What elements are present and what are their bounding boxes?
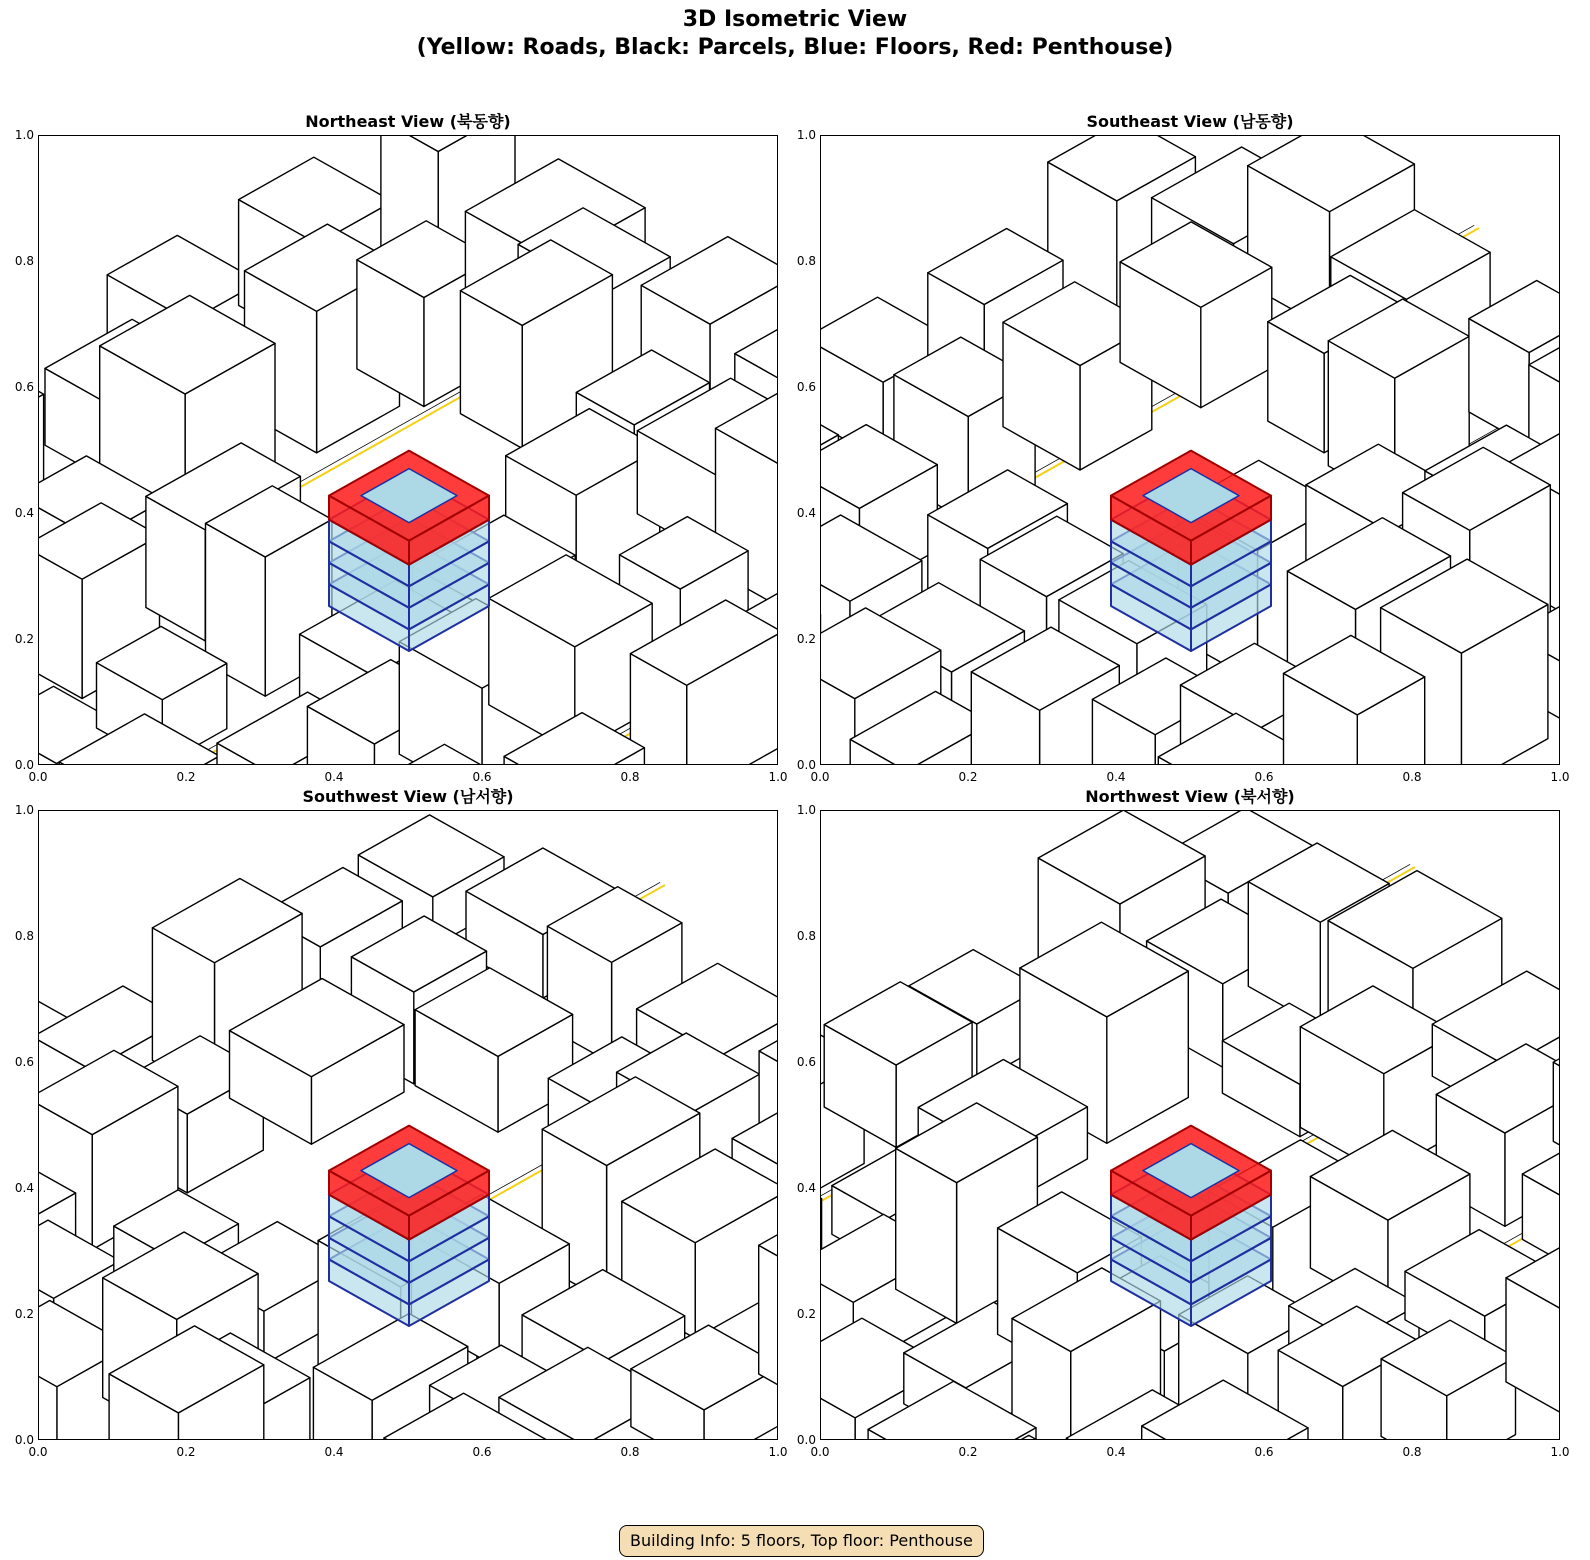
scene-northwest	[821, 811, 1560, 1440]
y-tick-label: 0.4	[14, 1181, 34, 1195]
y-tick-label: 0.4	[796, 1181, 816, 1195]
panel-title-southwest: Southwest View (남서향)	[302, 787, 514, 806]
y-tick-label: 0.0	[14, 1433, 34, 1447]
x-tick-label: 1.0	[1550, 770, 1570, 784]
x-tick-label: 0.4	[324, 770, 344, 784]
y-tick-label: 0.0	[14, 758, 34, 772]
x-tick-label: 0.8	[1402, 770, 1422, 784]
y-tick-label: 0.6	[14, 380, 34, 394]
scene-southeast	[821, 136, 1560, 765]
x-tick-label: 0.6	[1254, 1445, 1274, 1459]
y-tick-label: 1.0	[796, 128, 816, 142]
x-tick-label: 0.8	[1402, 1445, 1422, 1459]
x-tick-label: 0.8	[620, 1445, 640, 1459]
y-tick-label: 0.2	[14, 632, 34, 646]
x-tick-label: 0.6	[472, 1445, 492, 1459]
y-tick-label: 1.0	[796, 803, 816, 817]
panel-northeast	[38, 135, 778, 765]
y-tick-label: 0.2	[14, 1307, 34, 1321]
panel-southwest	[38, 810, 778, 1440]
x-tick-label: 0.4	[1106, 770, 1126, 784]
y-tick-label: 0.8	[796, 929, 816, 943]
y-tick-label: 0.6	[796, 380, 816, 394]
x-tick-label: 0.0	[28, 770, 48, 784]
y-tick-label: 1.0	[14, 128, 34, 142]
panel-title-northeast: Northeast View (북동향)	[305, 112, 511, 131]
y-tick-label: 0.2	[796, 1307, 816, 1321]
y-tick-label: 0.4	[14, 506, 34, 520]
x-tick-label: 0.6	[472, 770, 492, 784]
x-tick-label: 1.0	[768, 770, 788, 784]
y-tick-label: 1.0	[14, 803, 34, 817]
x-tick-label: 0.4	[324, 1445, 344, 1459]
panel-northwest	[820, 810, 1560, 1440]
y-tick-label: 0.0	[796, 758, 816, 772]
y-tick-label: 0.8	[796, 254, 816, 268]
building-info-box: Building Info: 5 floors, Top floor: Penthouse	[619, 1525, 984, 1557]
y-tick-label: 0.0	[796, 1433, 816, 1447]
panel-southeast	[820, 135, 1560, 765]
figure-subtitle: (Yellow: Roads, Black: Parcels, Blue: Floors, Red: Penthouse)	[416, 35, 1174, 60]
x-tick-label: 0.0	[810, 770, 830, 784]
scene-southwest	[39, 811, 778, 1440]
x-tick-label: 0.2	[176, 770, 196, 784]
y-tick-label: 0.6	[796, 1055, 816, 1069]
x-tick-label: 0.2	[958, 770, 978, 784]
panel-title-northwest: Northwest View (북서향)	[1085, 787, 1295, 806]
x-tick-label: 0.4	[1106, 1445, 1126, 1459]
y-tick-label: 0.4	[796, 506, 816, 520]
x-tick-label: 1.0	[768, 1445, 788, 1459]
x-tick-label: 0.2	[176, 1445, 196, 1459]
y-tick-label: 0.8	[14, 929, 34, 943]
x-tick-label: 0.8	[620, 770, 640, 784]
x-tick-label: 1.0	[1550, 1445, 1570, 1459]
y-tick-label: 0.2	[796, 632, 816, 646]
panel-title-southeast: Southeast View (남동향)	[1086, 112, 1294, 131]
x-tick-label: 0.0	[28, 1445, 48, 1459]
scene-northeast	[39, 136, 778, 765]
figure-title: 3D Isometric View	[682, 7, 908, 32]
y-tick-label: 0.6	[14, 1055, 34, 1069]
x-tick-label: 0.6	[1254, 770, 1274, 784]
x-tick-label: 0.0	[810, 1445, 830, 1459]
y-tick-label: 0.8	[14, 254, 34, 268]
x-tick-label: 0.2	[958, 1445, 978, 1459]
